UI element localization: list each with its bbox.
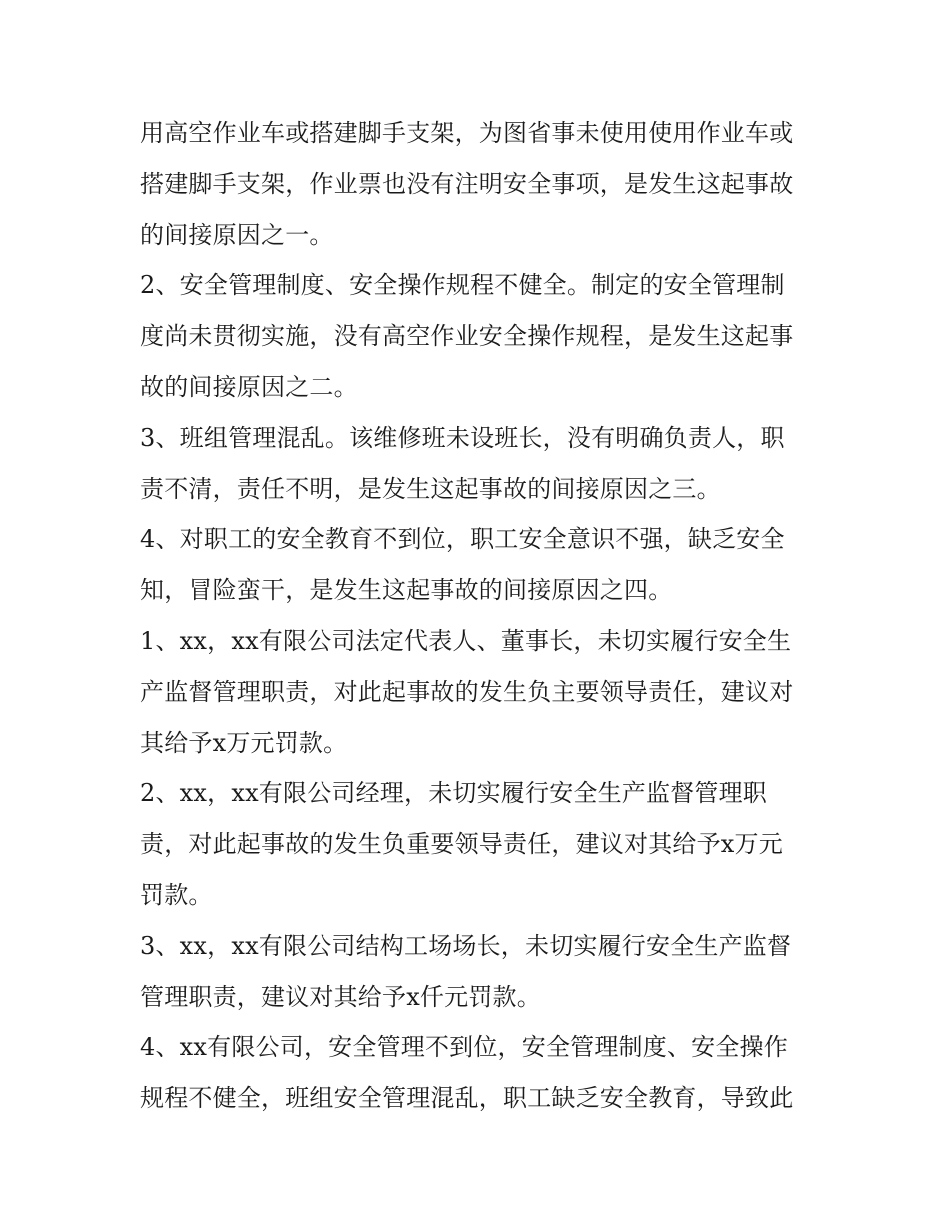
text-line: 规程不健全，班组安全管理混乱，职工缺乏安全教育，导致此 [140,1084,794,1113]
text-line: 用高空作业车或搭建脚手支架，为图省事未使用使用作业车或 [140,119,794,147]
text-line: 罚款。 [140,880,213,909]
text-line: 4、xx有限公司，安全管理不到位，安全管理制度、安全操作 [140,1033,788,1062]
text-line: 4、对职工的安全教育不到位，职工安全意识不强，缺乏安全 [140,525,785,554]
text-line: 度尚未贯彻实施，没有高空作业安全操作规程，是发生这起事 [140,322,794,351]
text-line: 其给予x万元罚款。 [140,728,348,757]
text-line: 故的间接原因之二。 [140,372,358,401]
text-line: 2、安全管理制度、安全操作规程不健全。制定的安全管理制 [140,271,785,300]
text-line: 责不清，责任不明，是发生这起事故的间接原因之三。 [140,474,721,503]
text-line: 责，对此起事故的发生负重要领导责任，建议对其给予x万元 [140,830,783,859]
text-line: 管理职责，建议对其给予x仟元罚款。 [140,982,541,1011]
text-line: 产监督管理职责，对此起事故的发生负主要领导责任，建议对 [140,677,794,706]
text-line: 2、xx，xx有限公司经理，未切实履行安全生产监督管理职 [140,779,768,808]
document-body [140,108,820,1124]
text-line: 1、xx，xx有限公司法定代表人、董事长，未切实履行安全生 [140,626,792,655]
text-line: 知，冒险蛮干，是发生这起事故的间接原因之四。 [140,576,673,605]
text-line: 的间接原因之一。 [140,220,334,249]
text-line: 3、xx，xx有限公司结构工场场长，未切实履行安全生产监督 [140,931,792,960]
text-line: 3、班组管理混乱。该维修班未设班长，没有明确负责人，职 [140,423,785,452]
text-line: 搭建脚手支架，作业票也没有注明安全事项，是发生这起事故 [140,169,794,198]
